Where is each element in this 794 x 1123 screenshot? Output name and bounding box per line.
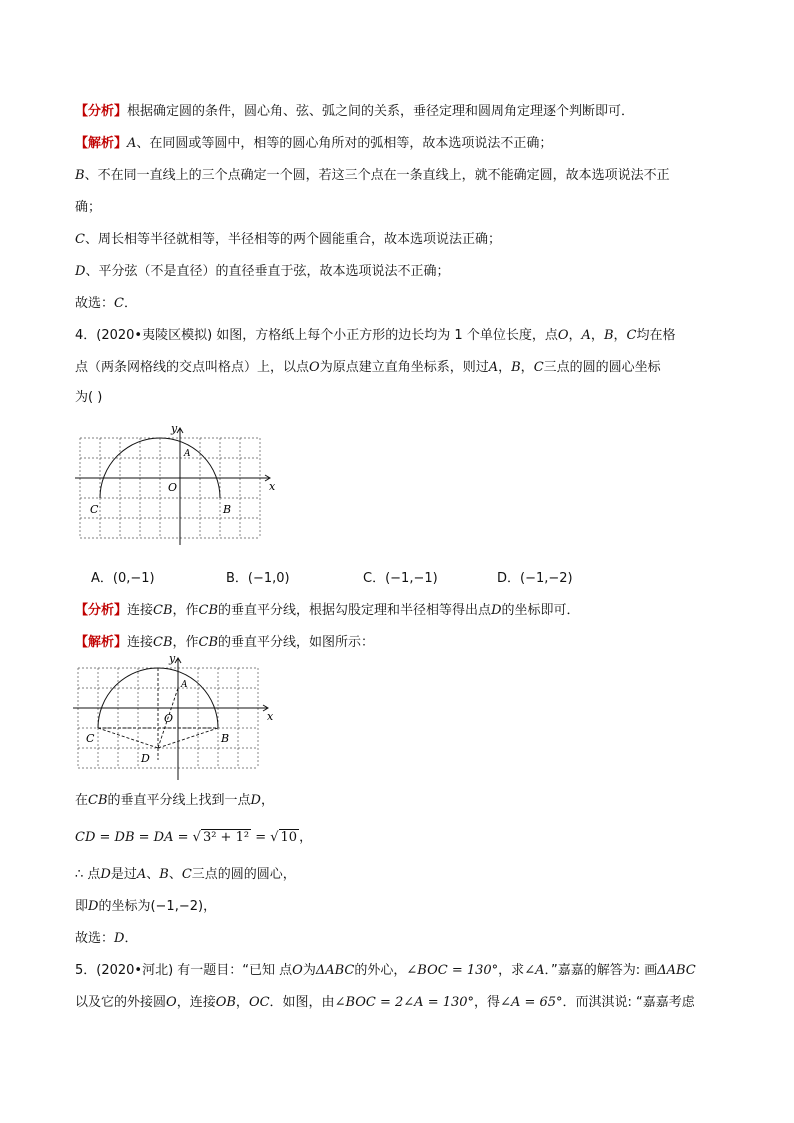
fig2-y-label: y [169, 652, 176, 665]
solution-line-a: 【解析】A、在同圆或等圆中，相等的圆心角所对的弧相等，故本选项说法不正确； [75, 136, 553, 151]
q5-line-2: 以及它的外接圆O，连接OB，OC．如图，由∠BOC = 2∠A = 130°，得∠A = 65°．而淇淇说: “嘉嘉考虑 [75, 995, 695, 1010]
answer-line-2: 故选：D． [75, 931, 138, 946]
solution-line-c: C、周长相等半径就相等，半径相等的两个圆能重合，故本选项说法正确； [75, 232, 501, 247]
option-d[interactable]: D．(−1,−2) [497, 571, 573, 586]
solution-tag: 【解析】 [75, 136, 128, 151]
fig2-point-o: O [164, 712, 174, 725]
fig1-x-label: x [269, 480, 276, 493]
q4-solution-line: 【解析】连接CB，作CB的垂直平分线，如图所示： [75, 635, 375, 650]
fig2-point-c: C [86, 732, 95, 745]
fig1-point-o: O [168, 481, 178, 494]
fig2-point-a: A [181, 680, 188, 690]
option-a[interactable]: A．(0,−1) [91, 571, 155, 586]
fig1-y-label: y [171, 422, 178, 435]
solution-line-b: B、不在同一直线上的三个点确定一个圆，若这三个点在一条直线上，就不能确定圆，故本选项说法不正 [75, 168, 670, 183]
q4-step-line-3: 即D的坐标为(−1,−2)， [75, 899, 217, 914]
q4-step-line-1: 在CB的垂直平分线上找到一点D， [75, 793, 274, 808]
fig1-point-a: A [184, 449, 191, 459]
analysis-text: 根据确定圆的条件，圆心角、弦、弧之间的关系，垂径定理和圆周角定理逐个判断即可． [127, 104, 635, 119]
q4-solution-figure [68, 650, 283, 785]
fig1-point-c: C [90, 503, 99, 516]
q4-line-3: 为( ) [75, 390, 103, 405]
fig2-point-d: D [141, 752, 150, 765]
fig2-x-label: x [267, 710, 274, 723]
option-c[interactable]: C．(−1,−1) [363, 571, 438, 586]
q4-step-line-2: ∴ 点D是过A、B、C三点的圆的圆心， [75, 867, 296, 882]
fig1-point-b: B [223, 503, 232, 516]
q4-line-2: 点（两条网格线的交点叫格点）上，以点O为原点建立直角坐标系，则过A，B，C三点的圆的圆心坐标 [75, 360, 661, 375]
q4-equation-line: CD = DB = DA = √ 3² + 1² = √ 10 ， [75, 830, 313, 845]
q5-line-1: 5．(2020•河北) 有一题目：“已知 点O为ΔABC的外心，∠BOC = 130°，求∠A．”嘉嘉的解答为: 画ΔABC [75, 963, 696, 978]
q4-line-1: 4．(2020•夷陵区模拟) 如图，方格纸上每个小正方形的边长均为 1 个单位长度，点O，A，B，C均在格 [75, 328, 676, 343]
solution-line-d: D、平分弦（不是直径）的直径垂直于弦，故本选项说法不正确； [75, 264, 450, 279]
solution-line-b-cont: 确； [75, 200, 102, 215]
fig2-point-b: B [221, 732, 230, 745]
option-b[interactable]: B．(−1,0) [226, 571, 290, 586]
q4-analysis-line: 【分析】连接CB，作CB的垂直平分线，根据勾股定理和半径相等得出点D的坐标即可． [75, 603, 580, 618]
analysis-line [75, 103, 634, 121]
q4-figure-grid [70, 420, 285, 550]
answer-line-1: 故选：C． [75, 296, 137, 311]
analysis-tag: 【分析】 [75, 104, 128, 119]
